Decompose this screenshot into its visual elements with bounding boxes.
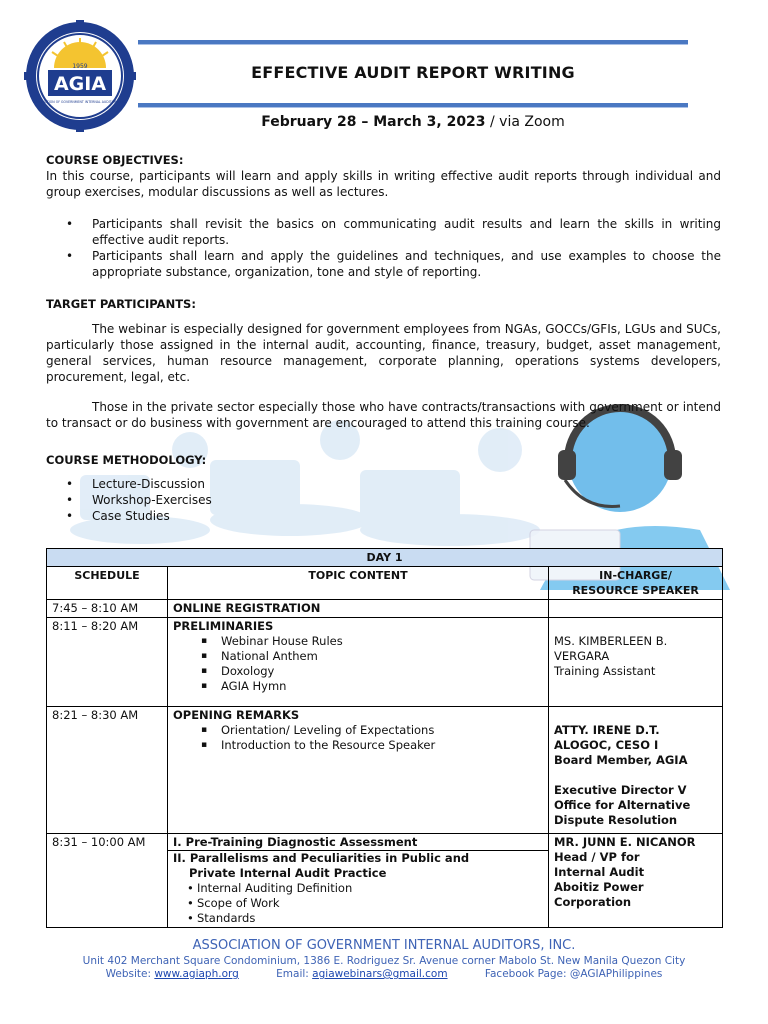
agia-logo bbox=[24, 20, 136, 132]
methodology-heading: COURSE METHODOLOGY: bbox=[46, 453, 207, 467]
topic-heading: PRELIMINARIES bbox=[173, 619, 274, 633]
topic-heading: Private Internal Audit Practice bbox=[189, 866, 387, 880]
list-item: ▪ Introduction to the Resource Speaker bbox=[173, 738, 543, 753]
event-venue: / via Zoom bbox=[485, 114, 565, 130]
topic-heading: II. Parallelisms and Peculiarities in Public and bbox=[173, 851, 470, 865]
speaker-role: Office for Alternative bbox=[554, 798, 691, 812]
topic-heading: I. Pre-Training Diagnostic Assessment bbox=[173, 835, 418, 849]
list-item: • Standards bbox=[173, 911, 543, 926]
email-label: Email: bbox=[276, 968, 309, 980]
header-topic: TOPIC CONTENT bbox=[168, 567, 549, 600]
objectives-heading: COURSE OBJECTIVES: bbox=[46, 153, 184, 167]
topic-list bbox=[173, 881, 543, 926]
list-item: • Participants shall revisit the basics on communicating audit results and learn the skills in writing effective audit reports. bbox=[46, 216, 721, 248]
speaker-name: ATTY. IRENE D.T. bbox=[554, 723, 660, 737]
participants-para-2: Those in the private sector especially those who have contracts/transactions with government or intend to transact or do business with government are encouraged to attend this training course. bbox=[46, 400, 721, 430]
cell-topic bbox=[168, 707, 549, 834]
participants-para-1: The webinar is especially designed for government employees from NGAs, GOCCs/GFIs, LGUs and SUCs, particularly those assigned in the internal audit, accounting, finance, treasury, budget, asset management, general services, human resource management, corporate planning, operations systems developers, procurement, legal, etc. bbox=[46, 322, 721, 384]
speaker-role: Aboitiz Power bbox=[554, 880, 644, 894]
header-rule-top bbox=[138, 40, 688, 44]
cell-time: 7:45 – 8:10 AM bbox=[47, 600, 168, 618]
list-item: • Participants shall learn and apply the guidelines and techniques, and use examples to choose the appropriate substance, organization, tone and style of reporting. bbox=[46, 248, 721, 280]
objectives-list bbox=[46, 216, 721, 280]
speaker-role: Board Member, AGIA bbox=[554, 753, 688, 767]
svg-text:AGIA: AGIA bbox=[53, 73, 107, 95]
cell-topic bbox=[168, 618, 549, 707]
header-speaker bbox=[549, 567, 723, 600]
list-item: ▪ National Anthem bbox=[173, 649, 543, 664]
list-item: • Lecture-Discussion bbox=[46, 476, 721, 492]
svg-text:1959: 1959 bbox=[72, 63, 88, 70]
website-link[interactable]: www.agiaph.org bbox=[154, 968, 239, 980]
objectives-intro: In this course, participants will learn and apply skills in writing effective audit reports through individual and group exercises, modular discussions as well as lectures. bbox=[46, 169, 721, 199]
page-title: EFFECTIVE AUDIT REPORT WRITING bbox=[251, 63, 575, 82]
cell-time: 8:31 – 10:00 AM bbox=[47, 834, 168, 928]
speaker-role: Internal Audit bbox=[554, 865, 645, 879]
speaker-role: Executive Director V bbox=[554, 783, 687, 797]
header-schedule: SCHEDULE bbox=[47, 567, 168, 600]
date-line bbox=[138, 114, 688, 130]
list-item: ▪ Orientation/ Leveling of Expectations bbox=[173, 723, 543, 738]
course-objectives-section bbox=[46, 152, 721, 280]
speaker-role: Head / VP for bbox=[554, 850, 640, 864]
speaker-name: MS. KIMBERLEEN B. bbox=[554, 634, 668, 648]
list-item: ▪ Webinar House Rules bbox=[173, 634, 543, 649]
list-item: • Internal Auditing Definition bbox=[173, 881, 543, 896]
participants-heading: TARGET PARTICIPANTS: bbox=[46, 297, 196, 311]
speaker-name: ALOGOC, CESO I bbox=[554, 738, 659, 752]
header-speaker-line: IN-CHARGE/ bbox=[599, 569, 672, 582]
speaker-role: Training Assistant bbox=[554, 664, 656, 678]
topic-list bbox=[173, 723, 543, 753]
list-item: • Workshop-Exercises bbox=[46, 492, 721, 508]
footer-address: Unit 402 Merchant Square Condominium, 1386 E. Rodriguez Sr. Avenue corner Mabolo St. New Manila Quezon City bbox=[82, 955, 686, 967]
list-item: ▪ AGIA Hymn bbox=[173, 679, 543, 694]
cell-time: 8:21 – 8:30 AM bbox=[47, 707, 168, 834]
topic-heading: OPENING REMARKS bbox=[173, 708, 300, 722]
table-row bbox=[47, 707, 723, 834]
footer-contact bbox=[0, 968, 768, 980]
cell-topic: ONLINE REGISTRATION bbox=[168, 600, 549, 618]
speaker-role: Corporation bbox=[554, 895, 632, 909]
methodology-list bbox=[46, 476, 721, 524]
footer bbox=[0, 938, 768, 980]
header-rule-bottom bbox=[138, 103, 688, 107]
table-row bbox=[47, 600, 723, 618]
svg-text:ASSOCIATION OF GOVERNMENT INTE: ASSOCIATION OF GOVERNMENT INTERNAL AUDITORS, INC. bbox=[33, 100, 127, 104]
speaker-role: Dispute Resolution bbox=[554, 813, 678, 827]
schedule-table bbox=[46, 548, 723, 928]
cell-speaker bbox=[549, 618, 723, 707]
cell-time: 8:11 – 8:20 AM bbox=[47, 618, 168, 707]
topic-list bbox=[173, 634, 543, 694]
footer-org-name: ASSOCIATION OF GOVERNMENT INTERNAL AUDITORS, INC. bbox=[192, 938, 576, 953]
course-methodology-section bbox=[46, 452, 721, 524]
speaker-name: VERGARA bbox=[554, 649, 610, 663]
cell-speaker bbox=[549, 834, 723, 928]
facebook-handle: @AGIAPhilippines bbox=[569, 968, 663, 980]
table-header-row bbox=[47, 567, 723, 600]
table-row bbox=[47, 834, 723, 928]
cell-speaker bbox=[549, 600, 723, 618]
list-item: ▪ Doxology bbox=[173, 664, 543, 679]
header-speaker-line: RESOURCE SPEAKER bbox=[572, 584, 699, 597]
day-label: DAY 1 bbox=[47, 549, 723, 567]
speaker-name: MR. JUNN E. NICANOR bbox=[554, 835, 696, 849]
cell-speaker bbox=[549, 707, 723, 834]
list-item: • Case Studies bbox=[46, 508, 721, 524]
table-row bbox=[47, 618, 723, 707]
target-participants-section bbox=[46, 296, 721, 431]
facebook-label: Facebook Page: bbox=[484, 968, 567, 980]
event-dates: February 28 – March 3, 2023 bbox=[261, 114, 486, 130]
website-label: Website: bbox=[105, 968, 151, 980]
cell-topic bbox=[168, 834, 549, 928]
email-link[interactable]: agiawebinars@gmail.com bbox=[312, 968, 448, 980]
table-day-row bbox=[47, 549, 723, 567]
list-item: • Scope of Work bbox=[173, 896, 543, 911]
